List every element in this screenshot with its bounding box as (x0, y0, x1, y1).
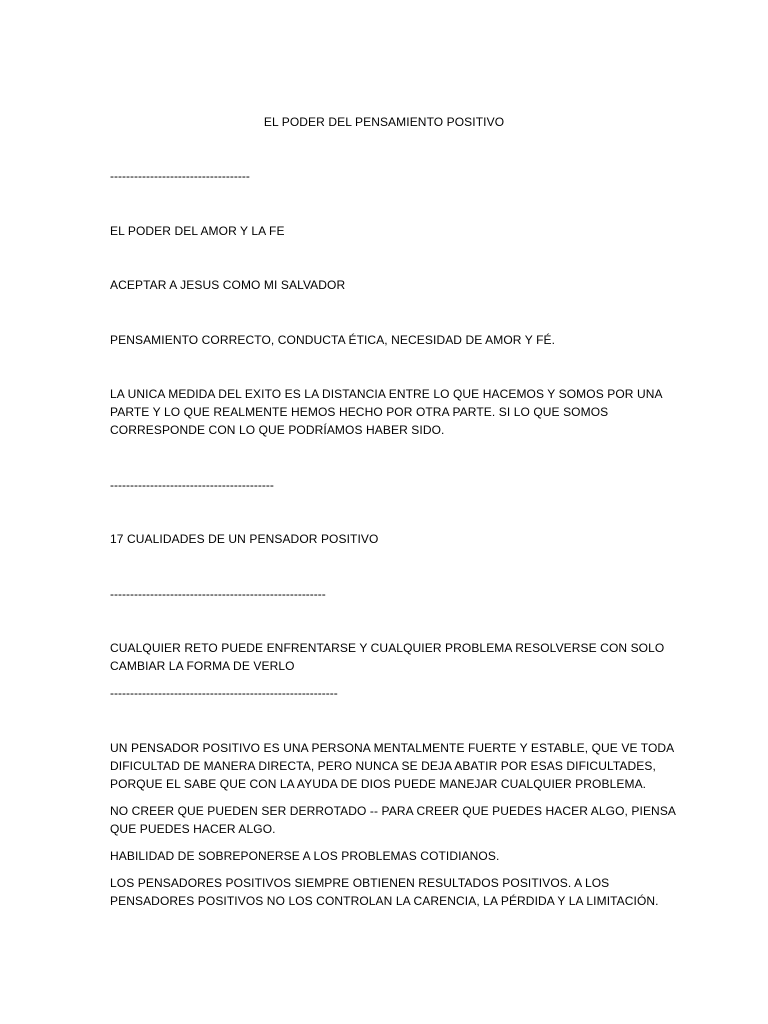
paragraph-line: LA UNICA MEDIDA DEL EXITO ES LA DISTANCIA ENTRE LO QUE HACEMOS Y SOMOS POR UNA (110, 387, 663, 401)
heading-accept-jesus: ACEPTAR A JESUS COMO MI SALVADOR (110, 278, 346, 292)
paragraph-line: LOS PENSADORES POSITIVOS SIEMPRE OBTIENEN RESULTADOS POSITIVOS. A LOS (110, 876, 610, 890)
paragraph-line: DIFICULTAD DE MANERA DIRECTA, PERO NUNCA SE DEJA ABATIR POR ESAS DIFICULTADES, (110, 759, 656, 773)
paragraph-line: PARTE Y LO QUE REALMENTE HEMOS HECHO POR OTRA PARTE. SI LO QUE SOMOS (110, 405, 609, 419)
paragraph-line: PORQUE EL SABE QUE CON LA AYUDA DE DIOS PUEDE MANEJAR CUALQUIER PROBLEMA. (110, 777, 647, 791)
paragraph-line: CAMBIAR LA FORMA DE VERLO (110, 659, 295, 673)
paragraph-line: NO CREER QUE PUEDEN SER DERROTADO -- PARA CREER QUE PUEDES HACER ALGO, PIENSA (110, 804, 677, 818)
paragraph-line: CORRESPONDE CON LO QUE PODRÍAMOS HABER SIDO. (110, 423, 445, 437)
paragraph-line: CUALQUIER RETO PUEDE ENFRENTARSE Y CUALQUIER PROBLEMA RESOLVERSE CON SOLO (110, 641, 665, 655)
separator-line: ----------------------------------- (110, 169, 250, 183)
separator-line: --------------------------------------------------------- (110, 686, 338, 700)
paragraph-line: UN PENSADOR POSITIVO ES UNA PERSONA MENTALMENTE FUERTE Y ESTABLE, QUE VE TODA (110, 741, 675, 755)
success-paragraph (110, 385, 663, 439)
document-title: EL PODER DEL PENSAMIENTO POSITIVO (263, 115, 505, 129)
paragraph-line: PENSADORES POSITIVOS NO LOS CONTROLAN LA CARENCIA, LA PÉRDIDA Y LA LIMITACIÓN. (110, 894, 659, 908)
heading-right-thinking: PENSAMIENTO CORRECTO, CONDUCTA ÉTICA, NECESIDAD DE AMOR Y FÉ. (110, 333, 556, 347)
results-paragraph (110, 874, 659, 910)
paragraph-line: QUE PUEDES HACER ALGO. (110, 822, 276, 836)
challenge-paragraph (110, 639, 665, 675)
separator-line: ------------------------------------------------------ (110, 587, 326, 601)
separator-line: ----------------------------------------- (110, 478, 274, 492)
thinker-paragraph (110, 739, 675, 793)
heading-qualities: 17 CUALIDADES DE UN PENSADOR POSITIVO (110, 532, 379, 546)
belief-paragraph (110, 802, 677, 838)
overcome-paragraph: HABILIDAD DE SOBREPONERSE A LOS PROBLEMAS COTIDIANOS. (110, 849, 500, 863)
heading-love-faith: EL PODER DEL AMOR Y LA FE (110, 224, 285, 238)
